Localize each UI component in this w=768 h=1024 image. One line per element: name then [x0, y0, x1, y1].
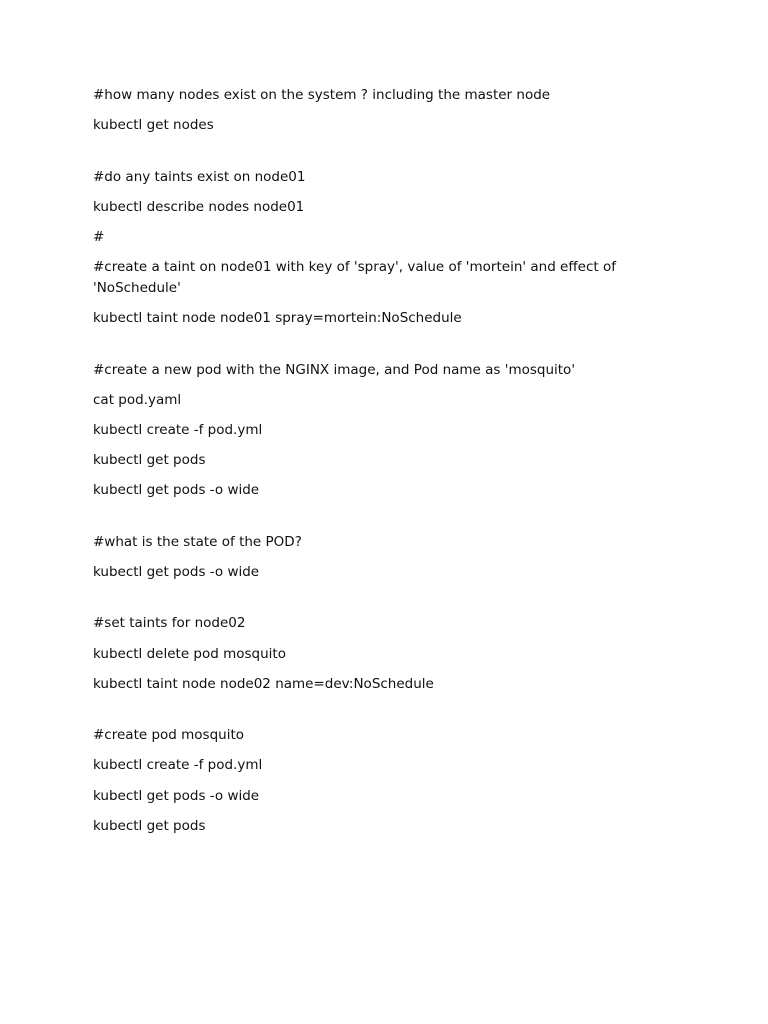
command-line: kubectl get pods -o wide: [93, 482, 260, 499]
comment-line: #create pod mosquito: [93, 727, 245, 744]
comment-line: #do any taints exist on node01: [93, 168, 306, 185]
command-line: kubectl describe nodes node01: [93, 198, 305, 215]
command-line: kubectl delete pod mosquito: [93, 645, 286, 662]
command-line: kubectl get pods -o wide: [93, 787, 260, 804]
comment-line: #create a taint on node01 with key of 'spray', value of 'mortein' and effect of 'NoSchedule': [93, 259, 616, 297]
command-line: kubectl get pods -o wide: [93, 564, 260, 581]
command-line: kubectl taint node node02 name=dev:NoSchedule: [93, 675, 434, 692]
command-line: cat pod.yaml: [93, 391, 182, 408]
comment-line: #set taints for node02: [93, 615, 246, 632]
command-line: kubectl get pods: [93, 452, 206, 469]
command-line: kubectl taint node node01 spray=mortein:NoSchedule: [93, 310, 462, 327]
document-body: [93, 85, 633, 846]
command-line: kubectl create -f pod.yml: [93, 422, 263, 439]
comment-line: #: [93, 228, 105, 245]
comment-line: #create a new pod with the NGINX image, and Pod name as 'mosquito': [93, 361, 576, 378]
comment-line: #how many nodes exist on the system ? including the master node: [93, 87, 551, 103]
command-line: kubectl get pods: [93, 817, 206, 834]
command-line: kubectl create -f pod.yml: [93, 757, 263, 774]
comment-line: #what is the state of the POD?: [93, 533, 302, 550]
command-line: kubectl get nodes: [93, 117, 214, 134]
